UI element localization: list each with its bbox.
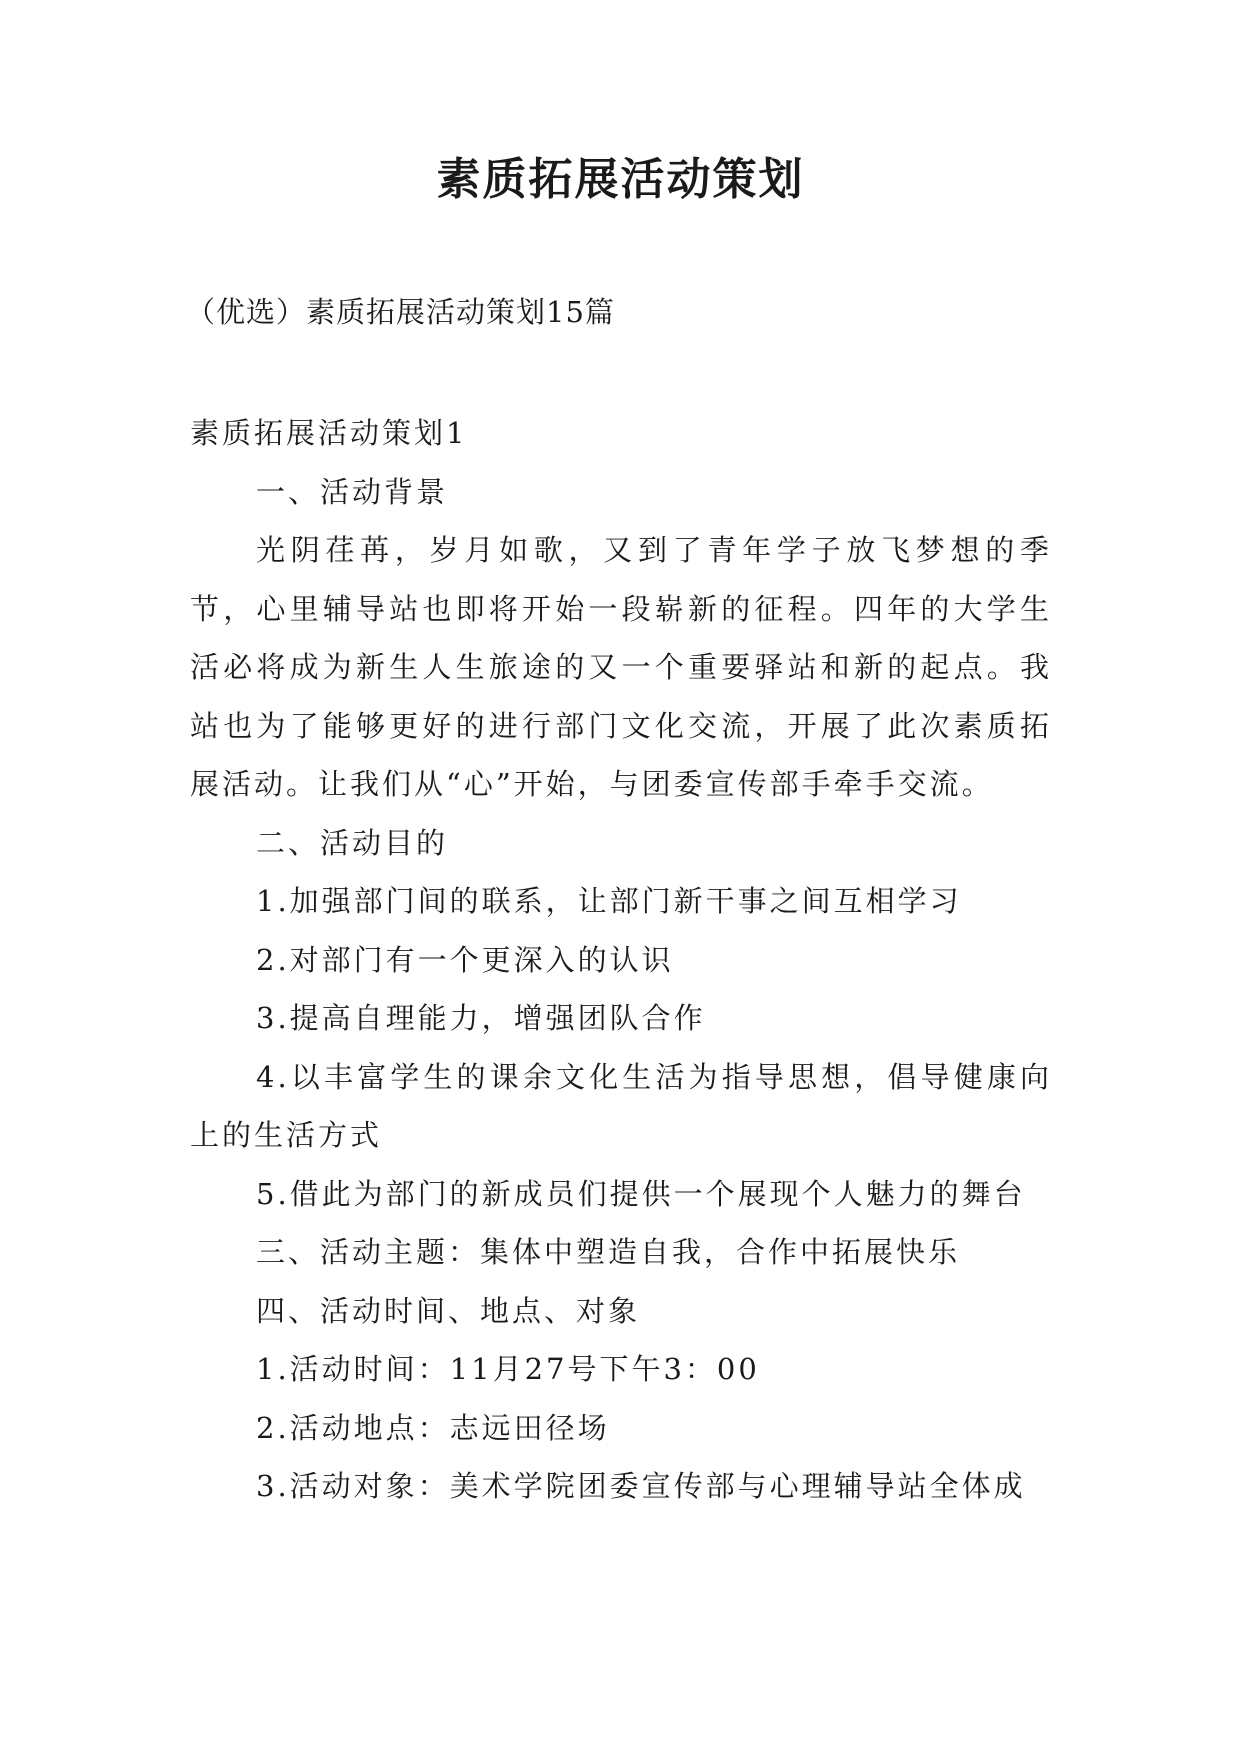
document-title: 素质拓展活动策划 [436, 154, 805, 205]
purpose-item-2: 2.对部门有一个更深入的认识 [256, 942, 674, 977]
purpose-item-3: 3.提高自理能力，增强团队合作 [256, 1001, 706, 1035]
purpose-item-4: 4.以丰富学生的课余文化生活为指导思想，倡导健康向上的生活方式 [190, 1059, 1052, 1152]
heading-theme: 三、活动主题：集体中塑造自我，合作中拓展快乐 [256, 1235, 961, 1269]
detail-participants: 3.活动对象：美术学院团委宣传部与心理辅导站全体成 [256, 1469, 1026, 1503]
detail-time: 1.活动时间：11月27号下午3：00 [256, 1352, 760, 1386]
heading-purpose: 二、活动目的 [256, 825, 449, 860]
document-subtitle: （优选）素质拓展活动策划15篇 [186, 295, 615, 329]
paragraph-background: 光阴荏苒，岁月如歌，又到了青年学子放飞梦想的季节，心里辅导站也即将开始一段崭新的征程。四年的大学生活必将成为新生人生旅途的又一个重要驿站和新的起点。我站也为了能够更好的进行部门文化交流，开展了此次素质拓展活动。让我们从“心”开始，与团委宣传部手牵手交流。 [190, 533, 1052, 801]
detail-place: 2.活动地点：志远田径场 [256, 1410, 610, 1445]
heading-background: 一、活动背景 [256, 474, 449, 509]
section-heading: 素质拓展活动策划1 [190, 416, 468, 450]
heading-time-place: 四、活动时间、地点、对象 [256, 1293, 641, 1328]
purpose-item-1: 1.加强部门间的联系，让部门新干事之间互相学习 [256, 884, 962, 918]
purpose-item-5: 5.借此为部门的新成员们提供一个展现个人魅力的舞台 [256, 1176, 1026, 1211]
document-body [190, 404, 1052, 1516]
